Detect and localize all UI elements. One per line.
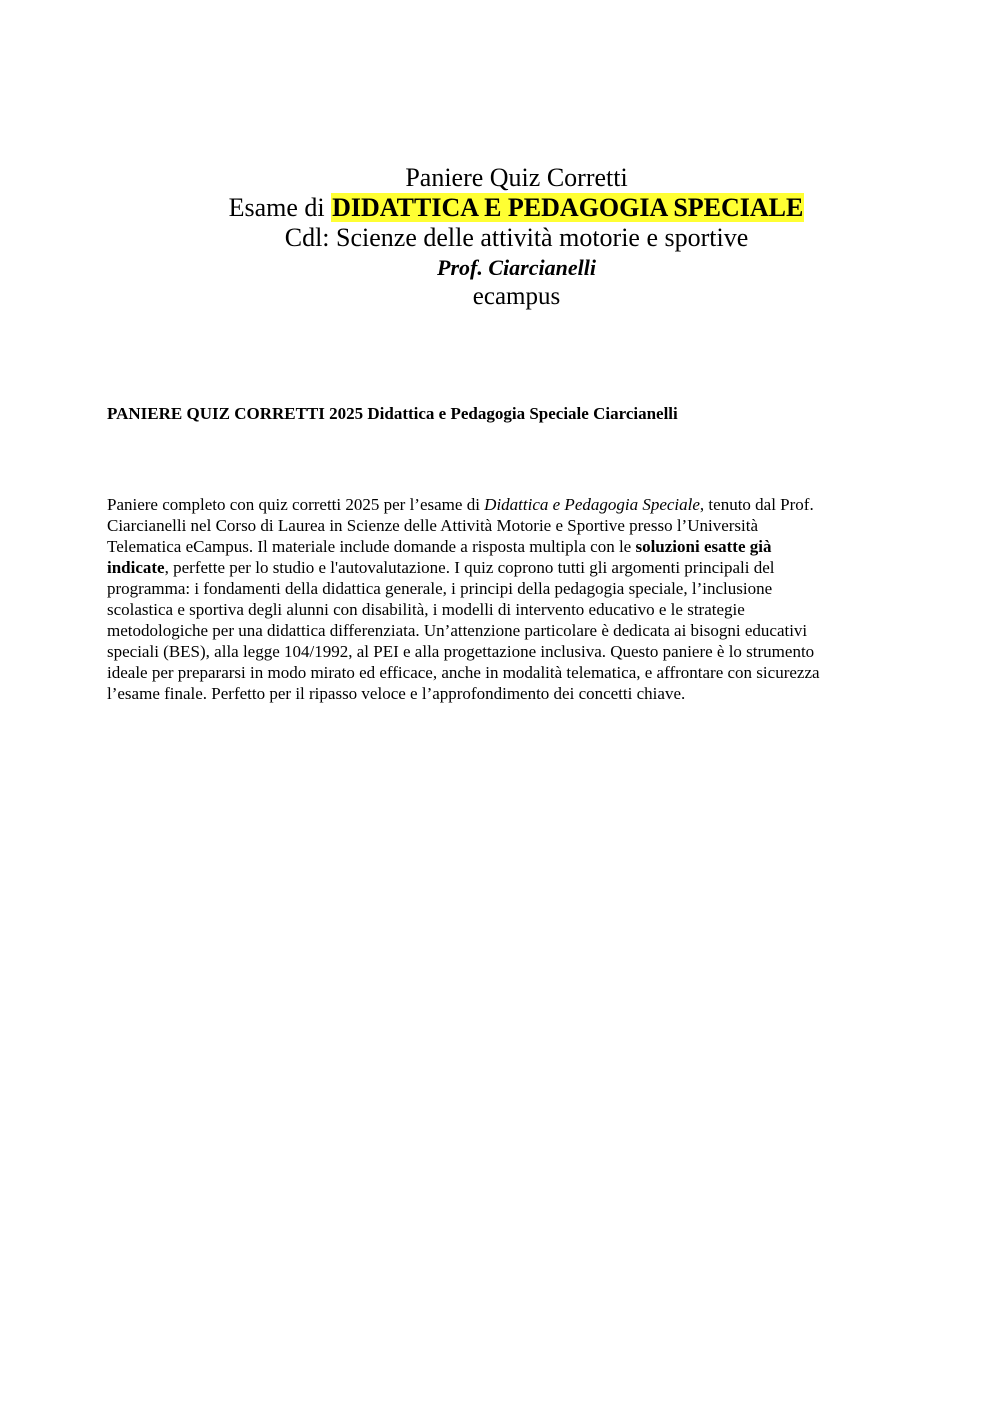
exam-title	[33, 193, 1000, 223]
cover-block	[0, 163, 1000, 311]
degree-course: Cdl: Scienze delle attività motorie e sportive	[284, 223, 749, 252]
description-line: ideale per prepararsi in modo mirato ed efficace, anche in modalità telematica, e affrontare con sicurezza	[107, 663, 820, 682]
text-run: , tenuto dal Prof.	[699, 495, 814, 514]
exam-prefix: Esame di	[228, 193, 332, 222]
professor-name: Prof. Ciarcianelli	[437, 255, 596, 280]
description-paragraph	[107, 494, 897, 704]
description-line: metodologiche per una didattica differenziata. Un’attenzione particolare è dedicata ai bisogni educativi	[107, 621, 808, 640]
platform-name: ecampus	[472, 283, 561, 310]
description-line	[107, 536, 897, 557]
bold-run: indicate	[107, 558, 165, 577]
course-name-italic: Didattica e Pedagogia Speciale	[484, 495, 700, 514]
bold-run: soluzioni esatte già	[635, 537, 772, 556]
description-line	[107, 494, 897, 515]
text-run: , perfette per lo studio e l'autovalutazione. I quiz coprono tutti gli argomenti principali del	[164, 558, 775, 577]
section-heading: PANIERE QUIZ CORRETTI 2025 Didattica e Pedagogia Speciale Ciarcianelli	[107, 404, 678, 423]
cover-title: Paniere Quiz Corretti	[405, 163, 628, 192]
description-line: Ciarcianelli nel Corso di Laurea in Scienze delle Attività Motorie e Sportive presso l’Università	[107, 516, 759, 535]
description-line	[107, 557, 897, 578]
exam-subject-highlight: DIDATTICA E PEDAGOGIA SPECIALE	[332, 193, 804, 222]
description-line: l’esame finale. Perfetto per il ripasso veloce e l’approfondimento dei concetti chiave.	[107, 684, 686, 703]
description-line: speciali (BES), alla legge 104/1992, al PEI e alla progettazione inclusiva. Questo paniere è lo strumento	[107, 642, 815, 661]
description-line: scolastica e sportiva degli alunni con disabilità, i modelli di intervento educativo e le strategie	[107, 600, 745, 619]
text-run: Paniere completo con quiz corretti 2025 per l’esame di	[107, 495, 485, 514]
description-line: programma: i fondamenti della didattica generale, i principi della pedagogia speciale, l’inclusione	[107, 579, 773, 598]
text-run: Telematica eCampus. Il materiale include domande a risposta multipla con le	[107, 537, 636, 556]
